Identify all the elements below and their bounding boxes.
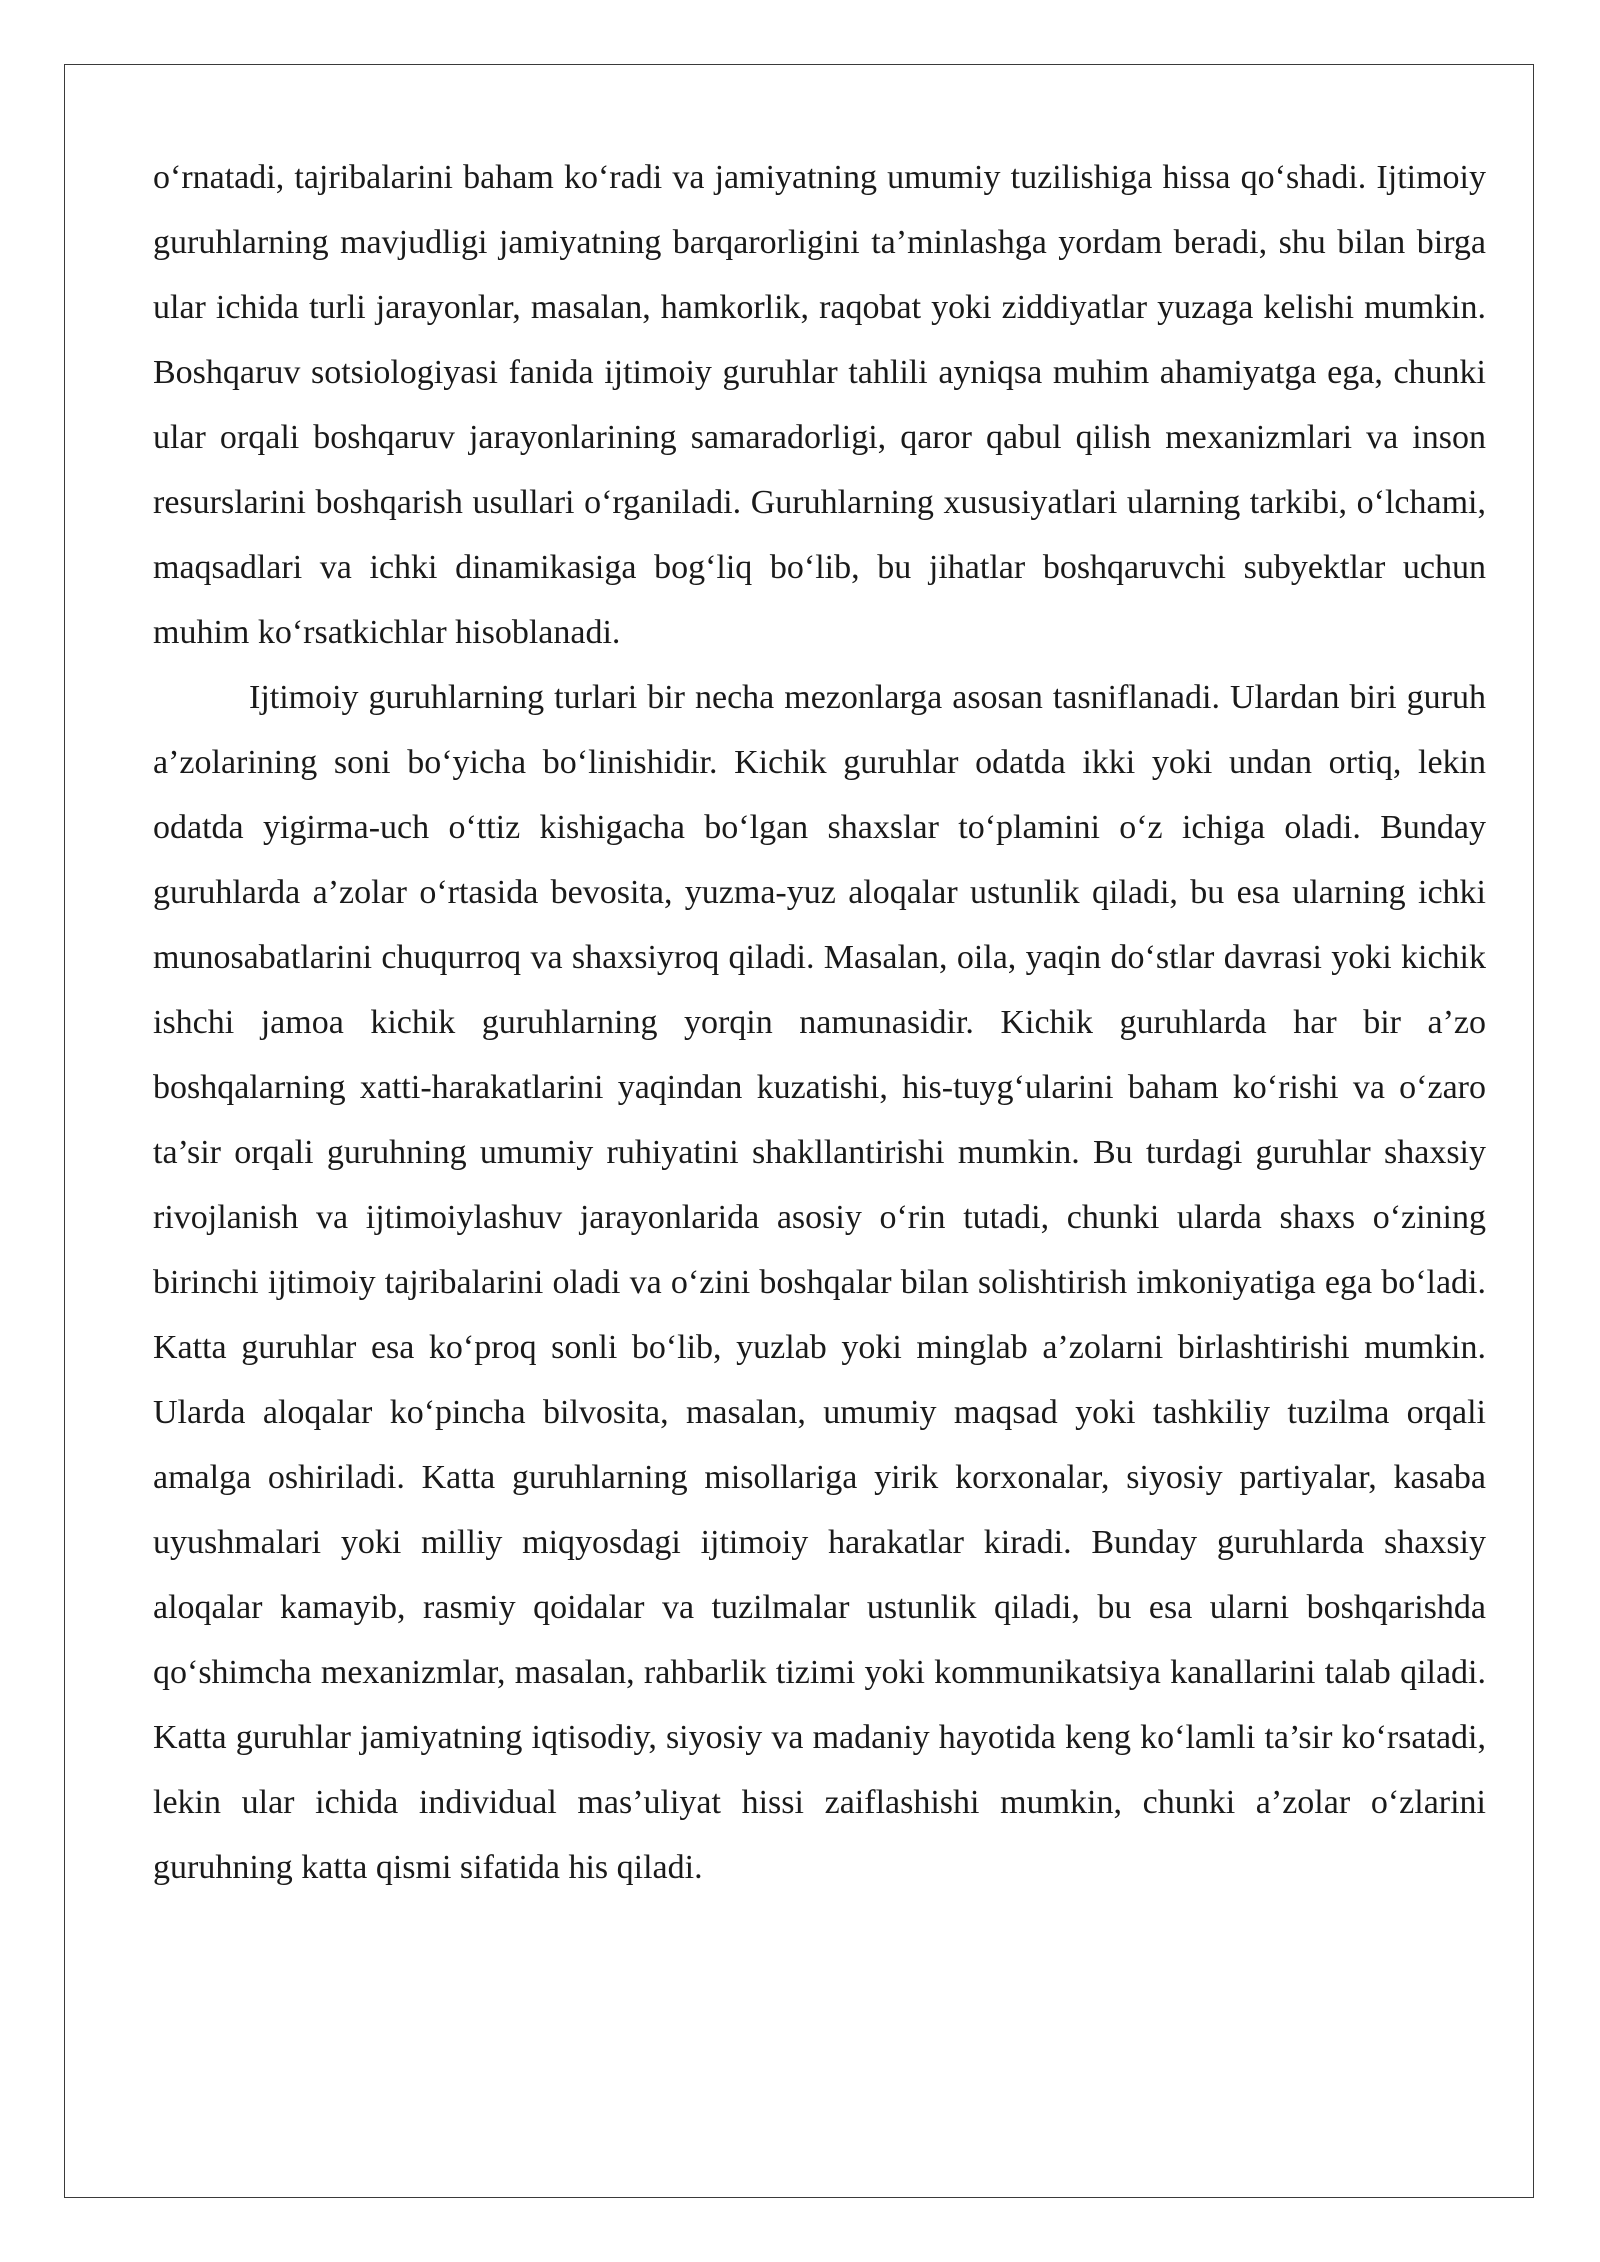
document-body	[153, 145, 1486, 1900]
paragraph-group-types: Ijtimoiy guruhlarning turlari bir necha mezonlarga asosan tasniflanadi. Ulardan biri guruh a’zolarining soni bo‘yicha bo‘linishidir. Kichik guruhlar odatda ikki yoki undan ortiq, lekin odatda yigirma-uch o‘ttiz kishigacha bo‘lgan shaxslar to‘plamini o‘z ichiga oladi. Bunday guruhlarda a’zolar o‘rtasida bevosita, yuzma-yuz aloqalar ustunlik qiladi, bu esa ularning ichki munosabatlarini chuqurroq va shaxsiyroq qiladi. Masalan, oila, yaqin do‘stlar davrasi yoki kichik ishchi jamoa kichik guruhlarning yorqin namunasidir. Kichik guruhlarda har bir a’zo boshqalarning xatti-harakatlarini yaqindan kuzatishi, his-tuyg‘ularini baham ko‘rishi va o‘zaro ta’sir orqali guruhning umumiy ruhiyatini shakllantirishi mumkin. Bu turdagi guruhlar shaxsiy rivojlanish va ijtimoiylashuv jarayonlarida asosiy o‘rin tutadi, chunki ularda shaxs o‘zining birinchi ijtimoiy tajribalarini oladi va o‘zini boshqalar bilan solishtirish imkoniyatiga ega bo‘ladi. Katta guruhlar esa ko‘proq sonli bo‘lib, yuzlab yoki minglab a’zolarni birlashtirishi mumkin. Ularda aloqalar ko‘pincha bilvosita, masalan, umumiy maqsad yoki tashkiliy tuzilma orqali amalga oshiriladi. Katta guruhlarning misollariga yirik korxonalar, siyosiy partiyalar, kasaba uyushmalari yoki milliy miqyosdagi ijtimoiy harakatlar kiradi. Bunday guruhlarda shaxsiy aloqalar kamayib, rasmiy qoidalar va tuzilmalar ustunlik qiladi, bu esa ularni boshqarishda qo‘shimcha mexanizmlar, masalan, rahbarlik tizimi yoki kommunikatsiya kanallarini talab qiladi. Katta guruhlar jamiyatning iqtisodiy, siyosiy va madaniy hayotida keng ko‘lamli ta’sir ko‘rsatadi, lekin ular ichida individual mas’uliyat hissi zaiflashishi mumkin, chunki a’zolar o‘zlarini guruhning katta qismi sifatida his qiladi.	[153, 679, 1486, 1886]
paragraph-continuation: o‘rnatadi, tajribalarini baham ko‘radi va jamiyatning umumiy tuzilishiga hissa qo‘shadi. Ijtimoiy guruhlarning mavjudligi jamiyatning barqarorligini ta’minlashga yordam beradi, shu bilan birga ular ichida turli jarayonlar, masalan, hamkorlik, raqobat yoki ziddiyatlar yuzaga kelishi mumkin. Boshqaruv sotsiologiyasi fanida ijtimoiy guruhlar tahlili ayniqsa muhim ahamiyatga ega, chunki ular orqali boshqaruv jarayonlarining samaradorligi, qaror qabul qilish mexanizmlari va inson resurslarini boshqarish usullari o‘rganiladi. Guruhlarning xususiyatlari ularning tarkibi, o‘lchami, maqsadlari va ichki dinamikasiga bog‘liq bo‘lib, bu jihatlar boshqaruvchi subyektlar uchun muhim ko‘rsatkichlar hisoblanadi.	[153, 159, 1486, 651]
